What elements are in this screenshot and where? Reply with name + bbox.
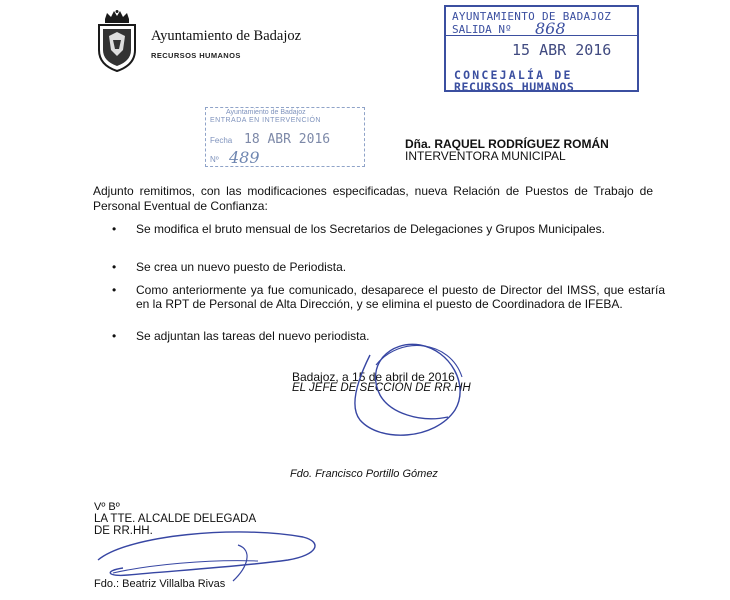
intro-paragraph: Adjunto remitimos, con las modificaciones especificadas, nueva Relación de Puestos de Trabajo de Personal Eventual de Confianza:: [93, 184, 653, 213]
entry-stamp-line1: Ayuntamiento de Badajoz: [226, 109, 306, 116]
exit-stamp-org: AYUNTAMIENTO DE BADAJOZ: [452, 10, 612, 23]
bullet-marker: •: [112, 260, 117, 274]
approval-role-line2: DE RR.HH.: [94, 525, 153, 537]
bullet-marker: •: [112, 329, 117, 343]
signatory-name: Fdo. Francisco Portillo Gómez: [290, 468, 438, 480]
list-item: [112, 283, 665, 311]
entry-stamp-line2: ENTRADA EN INTERVENCIÓN: [210, 117, 321, 124]
addressee-name: Dña. RAQUEL RODRÍGUEZ ROMÁN: [405, 137, 609, 151]
coat-of-arms-logo: [94, 10, 140, 72]
exit-stamp-dept-line1: CONCEJALÍA DE: [454, 68, 573, 82]
signature-place-date: Badajoz, a 15 de abril de 2016: [292, 370, 455, 384]
entry-stamp-number-label: Nº: [210, 155, 219, 164]
bullet-marker: •: [112, 222, 117, 236]
entry-stamp-date: 18 ABR 2016: [244, 132, 331, 147]
approval-role-line1: LA TTE. ALCALDE DELEGADA: [94, 513, 257, 525]
organization-name: Ayuntamiento de Badajoz: [151, 28, 302, 44]
list-item-text: Como anteriormente ya fue comunicado, desaparece el puesto de Director del IMSS, que estaría en la RPT de Personal de Alta Dirección, y se elimina el puesto de Coordinadora de IFEBA.: [136, 283, 665, 311]
approver-name: Fdo.: Beatriz Villalba Rivas: [94, 578, 226, 590]
approval-label: Vº Bº: [94, 501, 120, 513]
entry-stamp: [205, 107, 365, 167]
addressee-title: INTERVENTORA MUNICIPAL: [405, 149, 566, 163]
list-item-text: Se modifica el bruto mensual de los Secretarios de Delegaciones y Grupos Municipales.: [136, 222, 605, 236]
bullet-marker: •: [112, 283, 117, 297]
list-item: [112, 222, 665, 236]
handwritten-signature-1: [330, 325, 480, 455]
exit-stamp-number: 868: [535, 19, 566, 38]
exit-stamp-date: 15 ABR 2016: [512, 41, 612, 59]
entry-stamp-date-label: Fecha: [210, 136, 233, 145]
list-item: [112, 260, 665, 274]
department-name: RECURSOS HUMANOS: [151, 51, 241, 60]
signature-role: EL JEFE DE SECCIÓN DE RR.HH: [292, 382, 471, 394]
entry-stamp-number: 489: [229, 148, 260, 167]
list-item-text: Se crea un nuevo puesto de Periodista.: [136, 260, 347, 274]
exit-stamp-dept-line2: RECURSOS HUMANOS: [454, 80, 575, 94]
exit-stamp-label: SALIDA Nº: [452, 23, 512, 36]
exit-stamp: [444, 5, 639, 92]
list-item-text: Se adjuntan las tareas del nuevo periodista.: [136, 329, 370, 343]
